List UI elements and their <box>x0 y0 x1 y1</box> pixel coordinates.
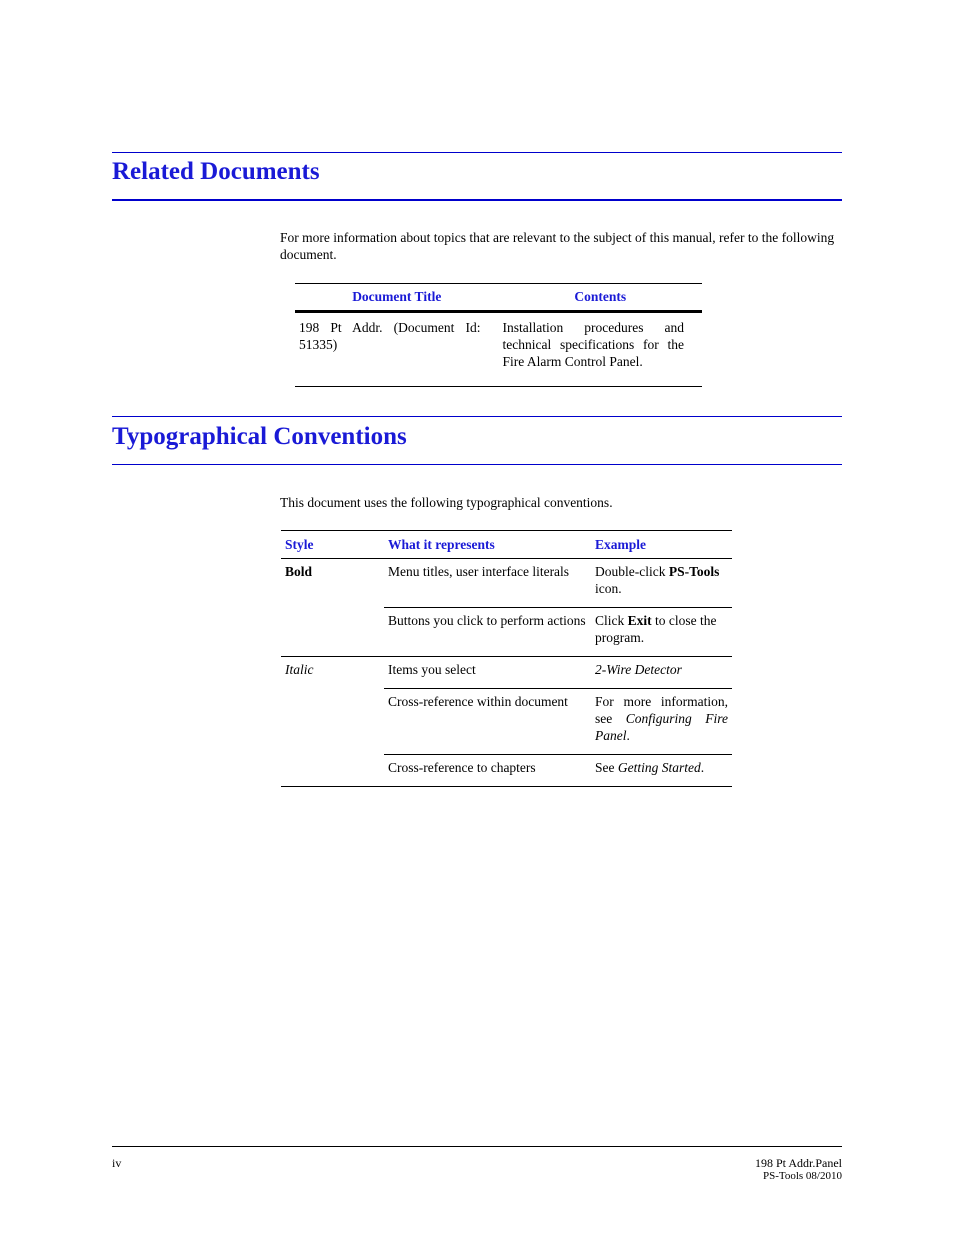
column-header: What it represents <box>384 531 591 559</box>
example-cell <box>591 689 732 755</box>
column-header: Style <box>281 531 384 559</box>
table-row <box>295 312 702 387</box>
example-text: . <box>700 760 705 775</box>
style-cell: Italic <box>281 657 384 787</box>
section-rule-top <box>112 152 842 153</box>
typographical-conventions-heading: Typographical Conventions <box>112 423 407 450</box>
example-text: icon. <box>595 581 622 596</box>
what-cell: Menu titles, user interface literals <box>384 559 591 608</box>
related-intro: For more information about topics that are relevant to the subject of this manual, refer to the following document. <box>280 230 835 262</box>
example-bold-text: Exit <box>627 613 652 628</box>
related-documents-table <box>295 283 702 387</box>
example-text: Double-click <box>595 564 669 579</box>
what-cell: Buttons you click to perform actions <box>384 608 591 657</box>
example-cell <box>591 657 732 689</box>
section-rule-bottom <box>112 199 842 201</box>
what-cell: Cross-reference within document <box>384 689 591 755</box>
document-title-cell: 198 Pt Addr. (Document Id: 51335) <box>295 312 499 387</box>
style-cell: Bold <box>281 559 384 657</box>
table-row <box>281 657 732 689</box>
table-header-row <box>281 531 732 559</box>
footer-product: 198 Pt Addr.Panel <box>754 1156 842 1170</box>
example-cell <box>591 559 732 608</box>
example-italic-text: 2-Wire Detector <box>595 662 682 677</box>
page-number: iv <box>112 1156 122 1170</box>
related-documents-heading: Related Documents <box>112 158 320 185</box>
example-text: For more information, see <box>595 694 728 726</box>
table-row <box>281 559 732 608</box>
typographical-intro: This document uses the following typographical conventions. <box>280 495 613 510</box>
example-text: See <box>595 760 618 775</box>
table-header-row <box>295 284 702 312</box>
example-bold-text: PS-Tools <box>668 564 720 579</box>
column-header: Contents <box>499 284 703 312</box>
column-header: Document Title <box>295 284 499 312</box>
column-header: Example <box>591 531 732 559</box>
section-rule-top <box>112 416 842 417</box>
example-italic-text: Getting Started <box>617 760 701 775</box>
section-rule-bottom <box>112 464 842 465</box>
what-cell: Cross-reference to chapters <box>384 755 591 787</box>
footer-edition: PS-Tools 08/2010 <box>763 1170 842 1182</box>
what-cell: Items you select <box>384 657 591 689</box>
footer-rule <box>112 1146 842 1147</box>
example-text: Click <box>595 613 628 628</box>
example-cell <box>591 755 732 787</box>
typographical-conventions-table <box>281 530 732 787</box>
example-text: to close the program. <box>595 613 717 645</box>
example-cell <box>591 608 732 657</box>
example-text: . <box>626 728 630 743</box>
example-italic-text: Configuring Fire Panel <box>595 711 728 743</box>
contents-cell: Installation procedures and technical specifications for the Fire Alarm Control Panel. <box>499 312 703 387</box>
